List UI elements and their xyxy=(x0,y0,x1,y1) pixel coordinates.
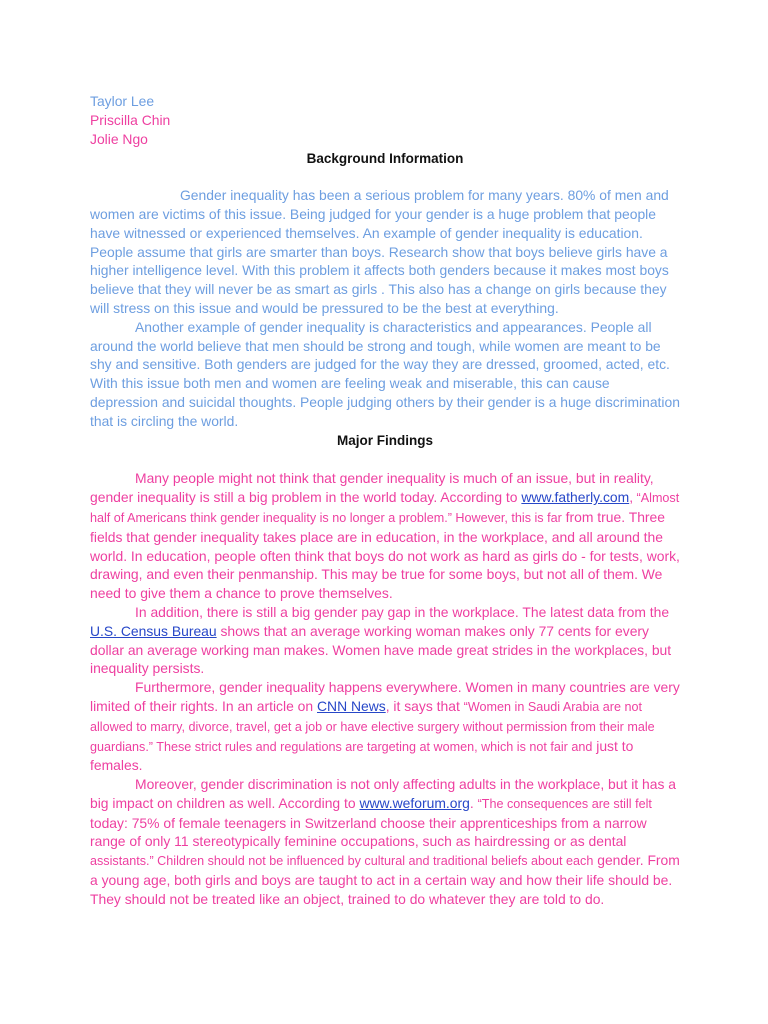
paragraph-text: Moreover, gender discrimination is not only affecting adults in the workplace, but it has a big impact on children as well. According to xyxy=(90,776,677,811)
paragraph-text: Many people might not think that gender inequality is much of an issue, but in reality, gender inequality is still a big problem in the world today. According to xyxy=(90,470,654,506)
paragraph-text: just to females. xyxy=(90,737,634,774)
paragraph-text: In addition, there is still a big gender pay gap in the workplace. The latest data from the xyxy=(135,603,670,620)
author-name: Priscilla Chin xyxy=(90,111,171,128)
paragraph-text: . xyxy=(469,794,478,811)
document-page xyxy=(90,92,680,909)
author-name: Taylor Lee xyxy=(90,93,155,109)
quote-text: “Almost half of Americans think gender inequality is no longer a problem.” However, this is far xyxy=(90,491,680,525)
author-name: Jolie Ngo xyxy=(90,130,148,147)
paragraph-text: today: 75% of female teenagers in Switzerland choose their apprenticeships from a narrow range of only 11 stereotypically feminine occupations, such as hairdressing or as dental xyxy=(90,814,647,850)
findings-paragraph xyxy=(90,603,680,678)
findings-paragraph xyxy=(90,678,680,775)
quote-text: “The consequences are still felt xyxy=(477,796,652,811)
background-paragraph: Gender inequality has been a serious problem for many years. 80% of men and women are victims of this issue. Being judged for your gender is a huge problem that people have witnessed or experienced themselves. An example of gender inequality is education. People assume that girls are smarter than boys. Research show that boys believe girls have a higher intelligence level. With this problem it affects both genders because it makes most boys believe that they will never be as smart as girls . This also has a change on girls because they will stress on this issue and would be pressured to be the best at everything. xyxy=(90,187,669,316)
paragraph-text: shows that an average working woman makes only 77 cents for every dollar an average working man makes. Women have made great strides in the workplaces, but inequality persists. xyxy=(90,622,672,677)
quote-text: “Women in Saudi Arabia are not allowed to marry, divorce, travel, get a job or have elective surgery without permission from their male guardians.” These strict rules and regulations are targeting at women, which is not fair and xyxy=(90,699,655,754)
link-weforum[interactable]: www.weforum.org xyxy=(359,794,470,811)
section-title-background: Background Information xyxy=(306,151,464,167)
link-fatherly[interactable]: www.fatherly.com xyxy=(521,489,630,506)
quote-text: assistants.” Children should not be influenced by cultural and traditional beliefs about each xyxy=(90,854,594,869)
paragraph-text: , xyxy=(629,489,634,506)
paragraph-text: , it says that xyxy=(385,697,464,714)
link-census-bureau[interactable]: U.S. Census Bureau xyxy=(90,622,217,639)
paragraph-text: Furthermore, gender inequality happens everywhere. Women in many countries are very limited of their rights. In an article on xyxy=(90,679,680,714)
section-title-major-findings: Major Findings xyxy=(337,432,433,448)
link-cnn-news[interactable]: CNN News xyxy=(317,697,386,714)
paragraph-text: from true. Three fields that gender inequality takes place are in education, in the workplace, and all around the world. In education, people often think that boys do not work as hard as girls do - for tests, work, drawing, and even their penmanship. This may be true for some boys, but not all of them. We need to give them a chance to prove themselves. xyxy=(90,508,680,602)
paragraph-text: gender. From a young age, both girls and boys are taught to act in a certain way and how their life should be. They should not be treated like an object, trained to do whatever they are told to do. xyxy=(90,852,680,907)
findings-paragraph xyxy=(90,469,680,603)
background-paragraph: Another example of gender inequality is characteristics and appearances. People all around the world believe that men should be strong and tough, while women are meant to be shy and sensitive. Both genders are judged for the way they are dressed, groomed, acted, etc. With this issue both men and women are feeling weak and miserable, this can cause depression and suicidal thoughts. People judging others by their gender is a huge discrimination that is circling the world. xyxy=(90,318,680,429)
findings-paragraph xyxy=(90,775,680,909)
